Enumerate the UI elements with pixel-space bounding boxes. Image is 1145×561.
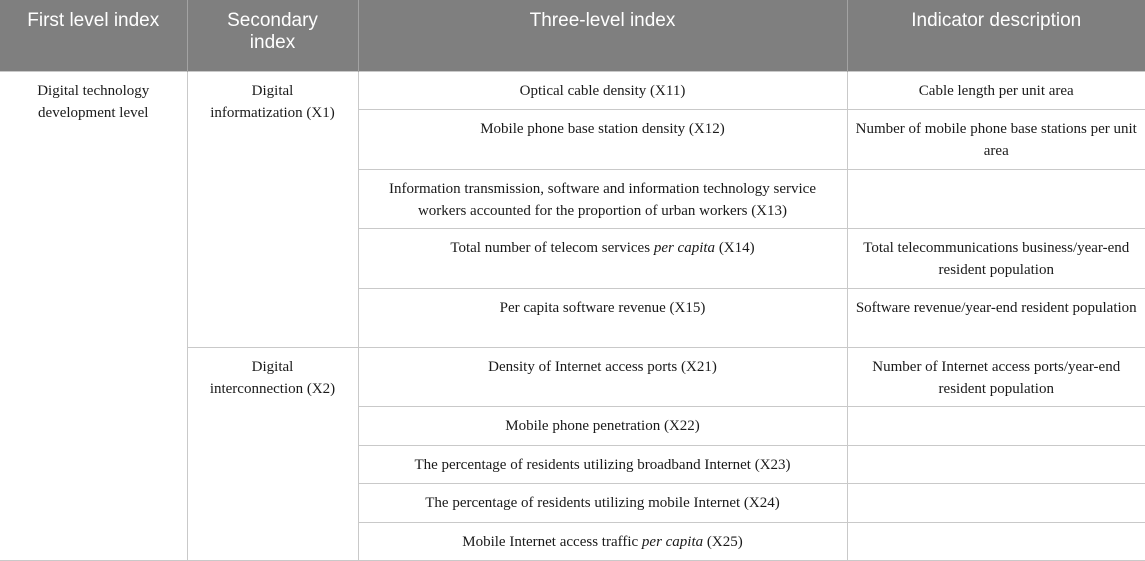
description-cell [847, 406, 1145, 445]
header-secondary: Secondary index [187, 0, 358, 71]
indicator-name-emphasis: per capita [653, 239, 716, 256]
secondary-cell-x2: Digital interconnection (X2) [187, 347, 358, 560]
table-row [0, 71, 1145, 109]
first-level-cell: Digital technology development level [0, 71, 187, 560]
indicator-name: The percentage of residents utilizing broadband Internet (X23) [414, 456, 791, 473]
indicator-name: Density of Internet access ports (X21) [488, 358, 717, 375]
description-cell [847, 483, 1145, 522]
header-row [0, 0, 1145, 71]
description-cell [847, 445, 1145, 483]
description-cell: Software revenue/year-end resident population [847, 288, 1145, 347]
description-cell: Total telecommunications business/year-end resident population [847, 228, 1145, 288]
description-cell: Number of mobile phone base stations per unit area [847, 109, 1145, 169]
description-cell: Cable length per unit area [847, 71, 1145, 109]
description-cell: Number of Internet access ports/year-end resident population [847, 347, 1145, 406]
three-level-cell [358, 288, 847, 347]
indicator-name: Optical cable density (X11) [519, 82, 686, 99]
description-cell [847, 522, 1145, 560]
three-level-cell [358, 483, 847, 522]
three-level-cell [358, 445, 847, 483]
header-three-level: Three-level index [358, 0, 847, 71]
three-level-cell [358, 522, 847, 560]
indicator-name: Total number of telecom services [450, 239, 654, 256]
indicator-name: Mobile Internet access traffic [462, 533, 642, 550]
three-level-cell [358, 406, 847, 445]
table-header [0, 0, 1145, 71]
indicator-name: Mobile phone penetration (X22) [505, 417, 700, 434]
three-level-cell [358, 109, 847, 169]
three-level-cell [358, 228, 847, 288]
indicator-name: The percentage of residents utilizing mobile Internet (X24) [425, 494, 780, 511]
three-level-cell [358, 347, 847, 406]
description-cell [847, 169, 1145, 228]
table-body [0, 71, 1145, 560]
three-level-cell [358, 169, 847, 228]
secondary-cell-x1: Digital informatization (X1) [187, 71, 358, 347]
indicator-code: (X14) [715, 239, 755, 256]
indicator-name: Mobile phone base station density (X12) [480, 120, 725, 137]
header-description: Indicator description [847, 0, 1145, 71]
three-level-cell [358, 71, 847, 109]
header-first-level: First level index [0, 0, 187, 71]
indicator-name: Information transmission, software and information technology service workers accounted for the proportion of urban workers (X13) [389, 180, 816, 219]
indicator-name: Per capita software revenue (X15) [499, 299, 706, 316]
indicator-name-emphasis: per capita [641, 533, 704, 550]
indicator-code: (X25) [703, 533, 743, 550]
